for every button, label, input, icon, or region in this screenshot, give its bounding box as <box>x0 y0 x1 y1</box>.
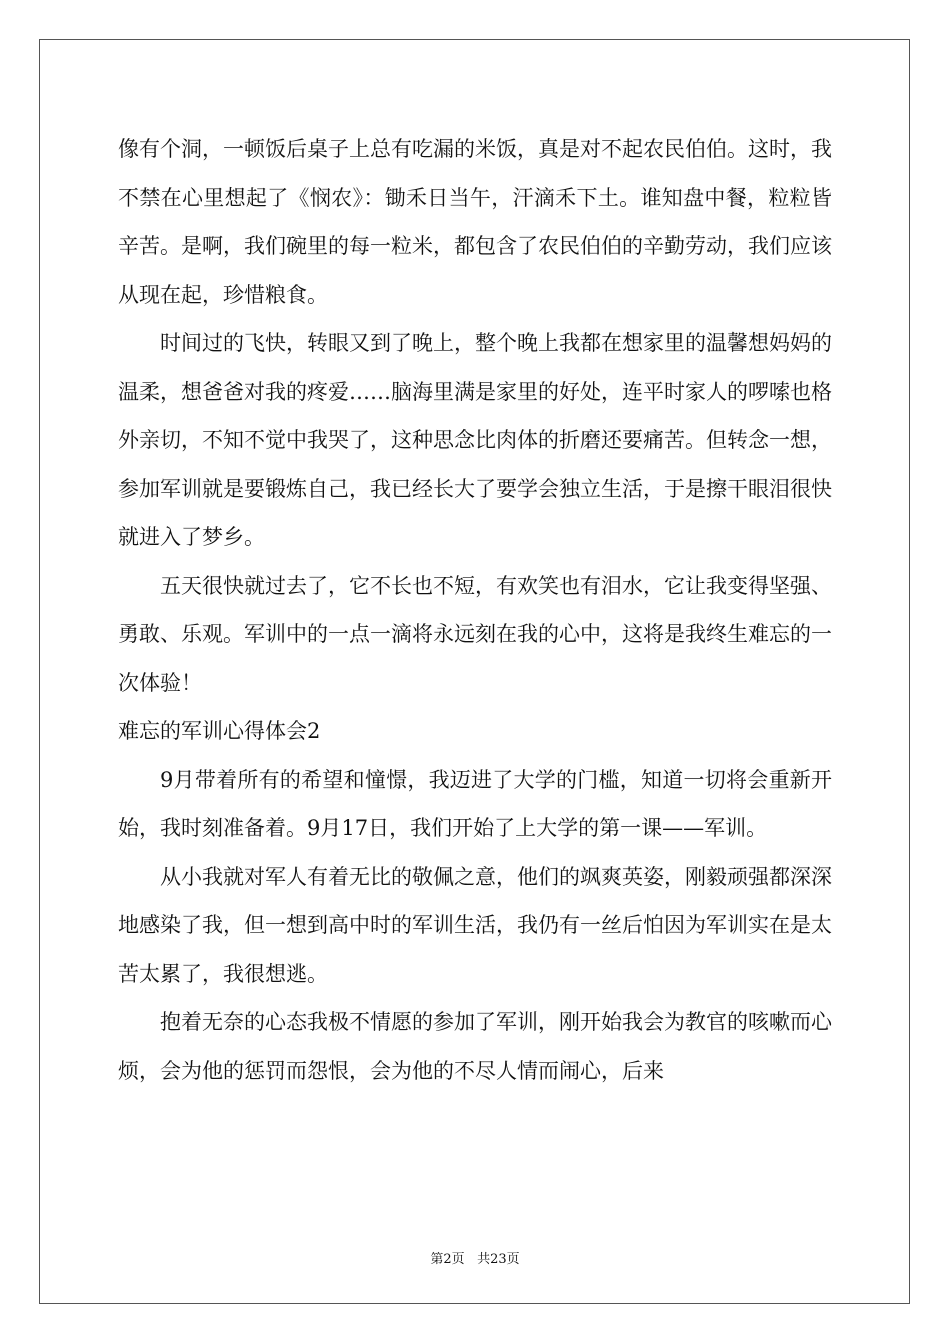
total-pages: 23 <box>490 1252 507 1267</box>
paragraph-3: 五天很快就过去了，它不长也不短，有欢笑也有泪水，它让我变得坚强、勇敢、乐观。军训中的一点一滴将永远刻在我的心中，这将是我终生难忘的一次体验！ <box>118 573 832 695</box>
total-label: 共 <box>477 1252 491 1267</box>
page-unit: 页 <box>451 1252 465 1267</box>
paragraph-2: 时间过的飞快，转眼又到了晚上，整个晚上我都在想家里的温馨想妈妈的温柔，想爸爸对我的疼爱……脑海里满是家里的好处，连平时家人的啰嗦也格外亲切，不知不觉中我哭了，这种思念比肉体的折磨还要痛苦。但转念一想，参加军训就是要锻炼自己，我已经长大了要学会独立生活，于是擦干眼泪很快就进入了梦乡。 <box>118 331 832 549</box>
paragraph-4: 9月带着所有的希望和憧憬，我迈进了大学的门槛，知道一切将会重新开始，我时刻准备着。9月17日，我们开始了上大学的第一课——军训。 <box>118 767 832 840</box>
paragraph-5: 从小我就对军人有着无比的敬佩之意，他们的飒爽英姿，刚毅顽强都深深地感染了我，但一想到高中时的军训生活，我仍有一丝后怕因为军训实在是太苦太累了，我很想逃。 <box>118 864 832 986</box>
section-heading: 难忘的军训心得体会2 <box>118 719 321 743</box>
paragraph-1: 像有个洞，一顿饭后桌子上总有吃漏的米饭，真是对不起农民伯伯。这时，我不禁在心里想起了《悯农》：锄禾日当午，汗滴禾下土。谁知盘中餐，粒粒皆辛苦。是啊，我们碗里的每一粒米，都包含了农民伯伯的辛勤劳动，我们应该从现在起，珍惜粮食。 <box>118 137 832 307</box>
document-body <box>118 125 832 1095</box>
page-footer <box>0 1248 950 1267</box>
paragraph-6: 抱着无奈的心态我极不情愿的参加了军训，刚开始我会为教官的咳嗽而心烦，会为他的惩罚而怨恨，会为他的不尽人情而闹心，后来 <box>118 1010 832 1083</box>
page-number: 2 <box>443 1252 452 1267</box>
total-unit: 页 <box>506 1252 520 1267</box>
page-label: 第 <box>430 1252 444 1267</box>
